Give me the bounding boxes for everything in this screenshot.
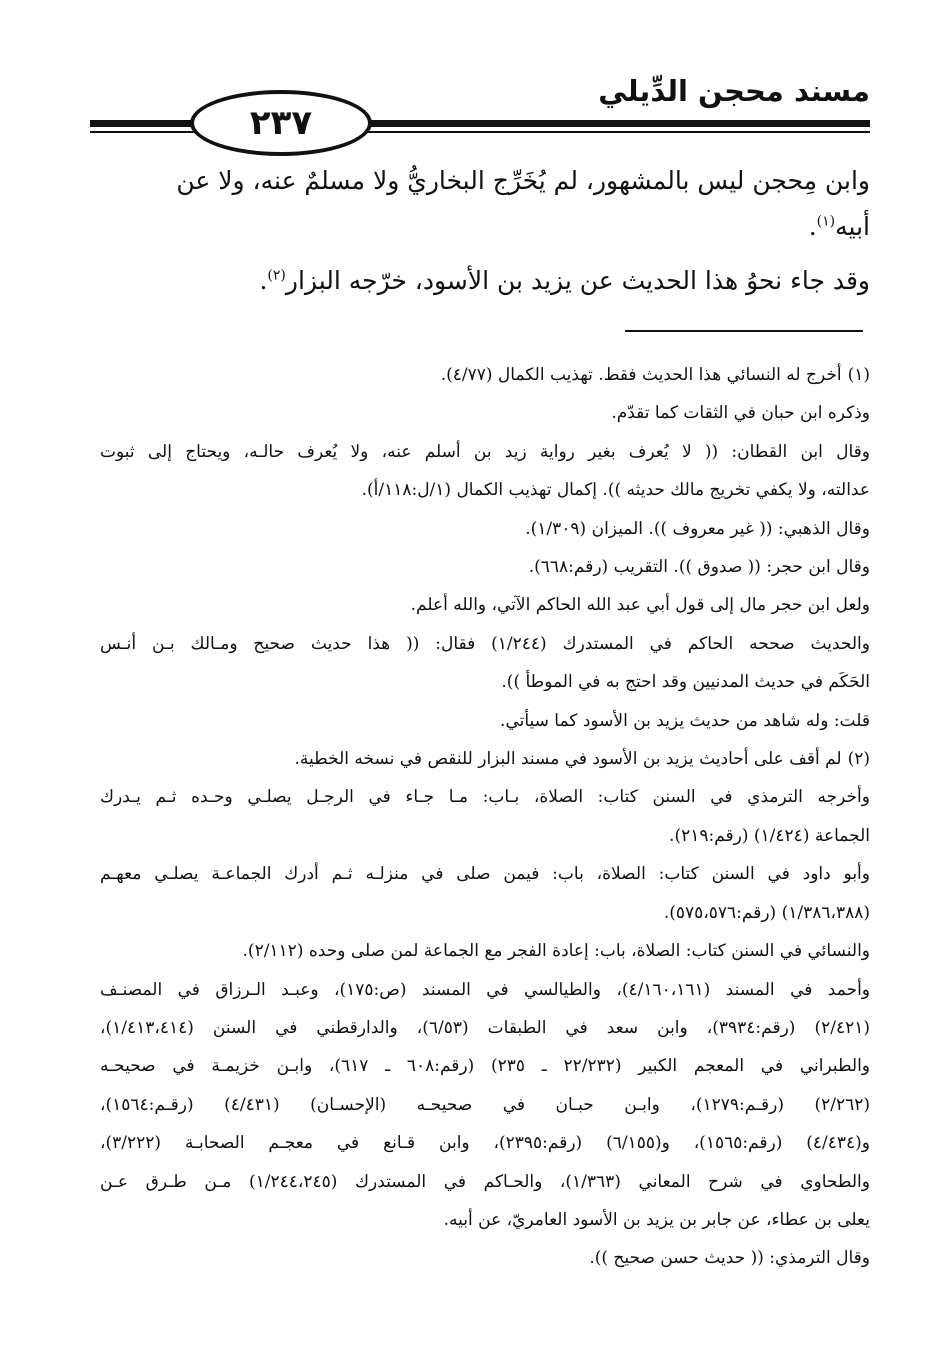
paragraph-1-end: . <box>808 212 817 241</box>
footnote-line: يعلى بن عطاء، عن جابر بن يزيد بن الأسود العامريّ، عن أبيه. <box>443 1209 870 1230</box>
paragraph-2-text: وقد جاء نحوُ هذا الحديث عن يزيد بن الأسود، خرّجه البزار <box>285 266 870 295</box>
footnotes <box>100 356 870 1278</box>
page-header <box>90 70 870 143</box>
footnote-line: الجماعة (١/٤٢٤) (رقم:٢١٩). <box>669 825 870 846</box>
footnote-separator <box>625 330 863 332</box>
footnote-line: وقال الترمذي: (( حديث حسن صحيح )). <box>589 1248 870 1269</box>
footnote-line: وقال الذهبي: (( غير معروف )). الميزان (١/٣٠٩). <box>525 518 870 539</box>
page-number: ٢٣٧ <box>249 103 313 143</box>
footnote-number-1: (١) <box>847 365 870 385</box>
footnote-number-2: (٢) <box>847 749 870 770</box>
footnote-text: لم أقف على أحاديث يزيد بن الأسود في مسند البزار للنقص في نسخه الخطية. <box>294 749 842 770</box>
paragraph-1-text: أبيه <box>835 212 870 241</box>
main-text <box>100 158 870 304</box>
footnote-line: (٢/٤٢١) (رقم:٣٩٣٤)، وابن سعد في الطبقات (٦/٥٣)، والدارقطني في السنن (١/٤١٣،٤١٤)، <box>100 1017 870 1038</box>
page-number-oval <box>190 90 372 156</box>
footnote-text: أخرج له النسائي هذا الحديث فقط. تهذيب الكمال (٤/٧٧). <box>440 365 842 385</box>
footnote-line: والحديث صححه الحاكم في المستدرك (١/٢٤٤) فقال: (( هذا حديث صحيح ومـالك بـن أنـس <box>100 633 870 654</box>
footnote-ref-1[interactable]: (١) <box>816 213 836 230</box>
footnote-line: (١/٣٨٦،٣٨٨) (رقم:٥٧٥،٥٧٦). <box>663 902 870 923</box>
footnote-line: عدالته، ولا يكفي تخريج مالك حديثه )). إكمال تهذيب الكمال (١/ل:١١٨/أ). <box>361 480 870 501</box>
footnote-line: و(٤/٤٣٤) (رقم:١٥٦٥)، و(٦/١٥٥) (رقم:٢٣٩٥)، وابن قـانع في معجـم الصحابـة (٣/٢٢٢)، <box>100 1133 870 1154</box>
footnote-line <box>100 356 870 394</box>
paragraph-1-line-1: وابن مِحجن ليس بالمشهور، لم يُخَرِّج البخاريُّ ولا مسلمٌ عنه، ولا عن <box>176 166 870 195</box>
footnote-line <box>100 740 870 778</box>
footnote-line: والطحاوي في شرح المعاني (١/٣٦٣)، والحـاكم في المستدرك (١/٢٤٤،٢٤٥) مـن طـرق عـن <box>100 1171 870 1192</box>
footnote-line: وأخرجه الترمذي في السنن كتاب: الصلاة، بـاب: مـا جـاء في الرجـل يصلـي وحـده ثـم يـدرك <box>100 787 870 808</box>
footnote-line: الحَكَم في حديث المدنيين وقد احتج به في الموطأ )). <box>501 672 870 693</box>
paragraph-2-end: . <box>259 266 268 295</box>
paragraph-2 <box>100 258 870 304</box>
footnote-line: قلت: وله شاهد من حديث يزيد بن الأسود كما سيأتي. <box>500 710 870 731</box>
footnote-line: وذكره ابن حبان في الثقات كما تقدّم. <box>611 403 870 424</box>
footnote-line: ولعل ابن حجر مال إلى قول أبي عبد الله الحاكم الآتي، والله أعلم. <box>410 595 870 616</box>
footnote-line: (٢/٢٦٢) (رقـم:١٢٧٩)، وابـن حبـان في صحيحـه (الإحسـان) (٤/٤٣١) (رقـم:١٥٦٤)، <box>100 1094 870 1115</box>
footnote-line: وأبو داود في السنن كتاب: الصلاة، باب: فيمن صلى في منزلـه ثـم أدرك الجماعـة يصلـي معهـم <box>100 864 870 885</box>
footnote-line: وقال ابن حجر: (( صدوق )). التقريب (رقم:٦٦٨). <box>528 557 870 578</box>
footnote-line: وأحمد في المسند (٤/١٦٠،١٦١)، والطيالسي في المسند (ص:١٧٥)، وعبـد الـرزاق في المصنـف <box>100 979 870 1000</box>
footnote-line: والنسائي في السنن كتاب: الصلاة، باب: إعادة الفجر مع الجماعة لمن صلى وحده (٢/١١٢). <box>242 941 870 962</box>
running-title: مسند محجن الدِّيلي <box>598 74 870 108</box>
paragraph-1-line-2 <box>100 204 870 250</box>
footnote-line: وقال ابن القطان: (( لا يُعرف بغير رواية زيد بن أسلم عنه، ولا يُعرف حالـه، ويحتاج إلى ثبوت <box>100 441 870 462</box>
footnote-ref-2[interactable]: (٢) <box>267 267 286 284</box>
footnote-line: والطبراني في المعجم الكبير (٢٢/٢٣٢ ـ ٢٣٥) (رقم:٦٠٨ ـ ٦١٧)، وابـن خزيمـة في صحيحـه <box>100 1056 870 1077</box>
